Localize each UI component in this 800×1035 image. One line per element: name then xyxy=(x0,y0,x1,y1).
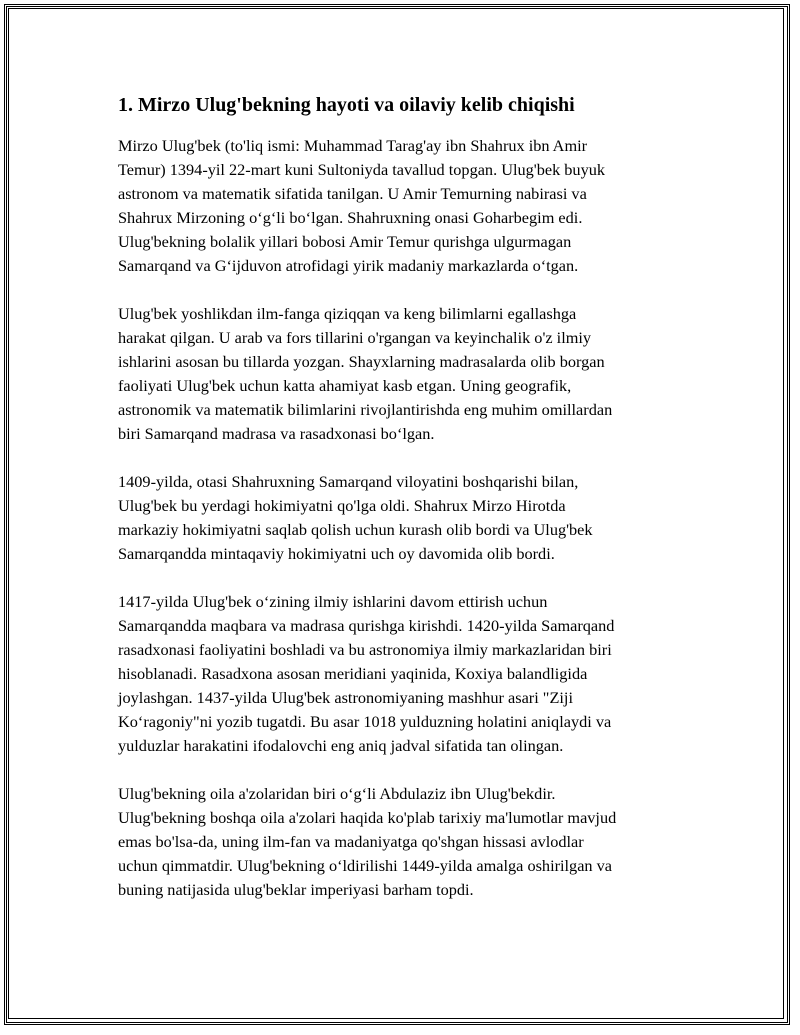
paragraph xyxy=(118,782,688,902)
paragraph-line: Ko‘ragoniy"ni yozib tugatdi. Bu asar 1018 yulduzning holatini aniqlaydi va xyxy=(118,712,612,731)
paragraph-line: Ulug'bek yoshlikdan ilm-fanga qiziqqan va keng bilimlarni egallashga xyxy=(118,304,577,323)
paragraph-line: Ulug'bek bu yerdagi hokimiyatni qo'lga oldi. Shahrux Mirzo Hirotda xyxy=(118,496,566,515)
section-heading: 1. Mirzo Ulug'bekning hayoti va oilaviy kelib chiqishi xyxy=(118,94,575,116)
paragraph-line: Samarqand va G‘ijduvon atrofidagi yirik madaniy markazlarda o‘tgan. xyxy=(118,256,579,275)
paragraph-line: Samarqandda mintaqaviy hokimiyatni uch oy davomida olib bordi. xyxy=(118,544,555,563)
paragraph-line: buning natijasida ulug'beklar imperiyasi barham topdi. xyxy=(118,880,474,899)
paragraph-line: Temur) 1394-yil 22-mart kuni Sultoniyda tavallud topgan. Ulug'bek buyuk xyxy=(118,160,605,179)
paragraph-line: Ulug'bekning bolalik yillari bobosi Amir Temur qurishga ulgurmagan xyxy=(118,232,572,251)
paragraph-line: faoliyati Ulug'bek uchun katta ahamiyat kasb etgan. Uning geografik, xyxy=(118,376,572,395)
paragraph-line: Samarqandda maqbara va madrasa qurishga kirishdi. 1420-yilda Samarqand xyxy=(118,616,615,635)
paragraph-line: hisoblanadi. Rasadxona asosan meridiani yaqinida, Koxiya balandligida xyxy=(118,664,588,683)
paragraph xyxy=(118,134,688,278)
paragraph-line: Mirzo Ulug'bek (to'liq ismi: Muhammad Tarag'ay ibn Shahrux ibn Amir xyxy=(118,136,588,155)
paragraph-line: 1417-yilda Ulug'bek o‘zining ilmiy ishlarini davom ettirish uchun xyxy=(118,592,548,611)
paragraph-line: rasadxonasi faoliyatini boshladi va bu astronomiya ilmiy markazlaridan biri xyxy=(118,640,612,659)
paragraph-line: ishlarini asosan bu tillarda yozgan. Shayxlarning madrasalarda olib borgan xyxy=(118,352,605,371)
paragraph-line: yulduzlar harakatini ifodalovchi eng aniq jadval sifatida tan olingan. xyxy=(118,736,564,755)
paragraph-line: Shahrux Mirzoning o‘g‘li bo‘lgan. Shahruxning onasi Goharbegim edi. xyxy=(118,208,583,227)
paragraph-line: Ulug'bekning boshqa oila a'zolari haqida ko'plab tarixiy ma'lumotlar mavjud xyxy=(118,808,617,827)
paragraph-line: emas bo'lsa-da, uning ilm-fan va madaniyatga qo'shgan hissasi avlodlar xyxy=(118,832,584,851)
paragraph-line: astronomik va matematik bilimlarini rivojlantirishda eng muhim omillardan xyxy=(118,400,613,419)
paragraph-line: markaziy hokimiyatni saqlab qolish uchun kurash olib bordi va Ulug'bek xyxy=(118,520,593,539)
document-body xyxy=(118,92,688,926)
paragraph-line: joylashgan. 1437-yilda Ulug'bek astronomiyaning mashhur asari "Ziji xyxy=(118,688,573,707)
paragraph xyxy=(118,470,688,566)
paragraph-list xyxy=(118,134,688,902)
paragraph xyxy=(118,590,688,758)
paragraph-line: biri Samarqand madrasa va rasadxonasi bo‘lgan. xyxy=(118,424,435,443)
paragraph-line: Ulug'bekning oila a'zolaridan biri o‘g‘li Abdulaziz ibn Ulug'bekdir. xyxy=(118,784,556,803)
paragraph-line: harakat qilgan. U arab va fors tillarini o'rgangan va keyinchalik o'z ilmiy xyxy=(118,328,592,347)
paragraph-line: 1409-yilda, otasi Shahruxning Samarqand viloyatini boshqarishi bilan, xyxy=(118,472,579,491)
paragraph xyxy=(118,302,688,446)
paragraph-line: astronom va matematik sifatida tanilgan. U Amir Temurning nabirasi va xyxy=(118,184,587,203)
paragraph-line: uchun qimmatdir. Ulug'bekning o‘ldirilishi 1449-yilda amalga oshirilgan va xyxy=(118,856,613,875)
